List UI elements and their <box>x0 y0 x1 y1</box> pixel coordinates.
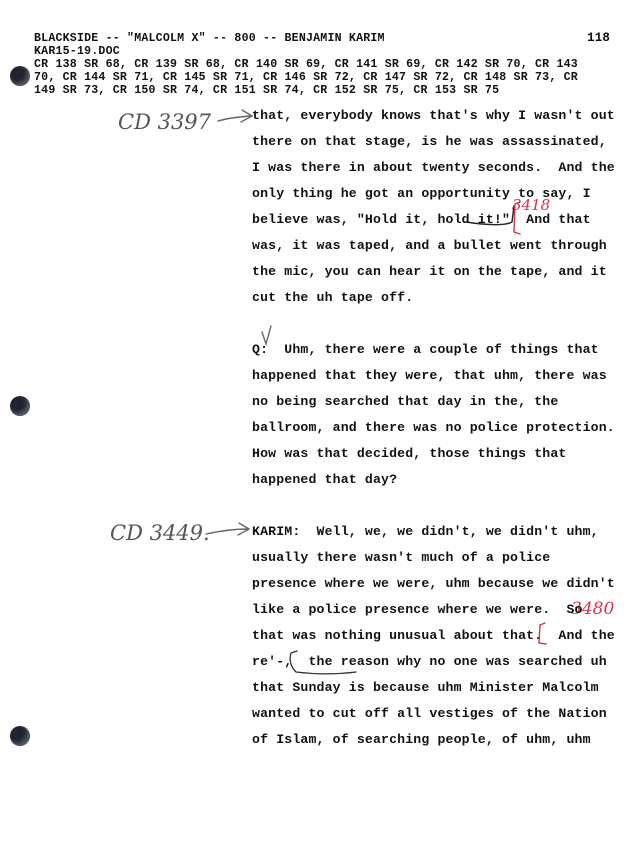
document-title: BLACKSIDE -- "MALCOLM X" -- 800 -- BENJAMIN KARIM <box>34 32 385 45</box>
punch-hole-top <box>10 66 30 86</box>
transcript-line: presence where we were, uhm because we didn't <box>252 576 615 591</box>
handwritten-cd-marker: CD 3397 <box>118 110 212 134</box>
transcript-line: re'-, the reason why no one was searched uh <box>252 654 607 669</box>
transcript-line: was, it was taped, and a bullet went through <box>252 238 607 253</box>
roll-line: 70, CR 144 SR 71, CR 145 SR 71, CR 146 SR 72, CR 147 SR 72, CR 148 SR 73, CR <box>34 71 578 84</box>
roll-line: 149 SR 73, CR 150 SR 74, CR 151 SR 74, CR 152 SR 75, CR 153 SR 75 <box>34 84 500 97</box>
transcript-line: no being searched that day in the, the <box>252 394 559 409</box>
handwritten-timecode: 3418 <box>512 196 551 214</box>
transcript-line: wanted to cut off all vestiges of the Nation <box>252 706 607 721</box>
transcript-line: the mic, you can hear it on the tape, and it <box>252 264 607 279</box>
transcript-line: ballroom, and there was no police protection. <box>252 420 615 435</box>
arrow-mark <box>206 523 249 535</box>
transcript-line: that was nothing unusual about that. And the <box>252 628 615 643</box>
page-number: 118 <box>587 31 611 45</box>
punch-hole-bottom <box>10 726 30 746</box>
transcript-line: that, everybody knows that's why I wasn't out <box>252 108 615 123</box>
transcript-line: cut the uh tape off. <box>252 290 414 305</box>
transcript-line: happened that day? <box>252 472 398 487</box>
transcript-line: only thing he got an opportunity to say, I <box>252 186 591 201</box>
transcript-line: KARIM: Well, we, we didn't, we didn't uhm, <box>252 524 599 539</box>
transcript-line: usually there wasn't much of a police <box>252 550 551 565</box>
transcript-line: happened that they were, that uhm, there was <box>252 368 607 383</box>
transcript-line: there on that stage, is he was assassinated, <box>252 134 607 149</box>
arrow-mark <box>218 110 252 122</box>
transcript-line: that Sunday is because uhm Minister Malcolm <box>252 680 599 695</box>
transcript-line: Q: Uhm, there were a couple of things that <box>252 342 599 357</box>
punch-hole-middle <box>10 396 30 416</box>
transcript-line: believe was, "Hold it, hold it!" And that <box>252 212 591 227</box>
roll-line: CR 138 SR 68, CR 139 SR 68, CR 140 SR 69, CR 141 SR 69, CR 142 SR 70, CR 143 <box>34 58 578 71</box>
transcript-line: of Islam, of searching people, of uhm, uhm <box>252 732 591 747</box>
transcript-line: I was there in about twenty seconds. And the <box>252 160 615 175</box>
handwritten-cd-marker: CD 3449. <box>110 521 210 545</box>
transcript-line: like a police presence where we were. So <box>252 602 583 617</box>
document-filename: KAR15-19.DOC <box>34 45 120 58</box>
handwritten-timecode: 3480 <box>571 599 615 619</box>
transcript-line: How was that decided, those things that <box>252 446 567 461</box>
